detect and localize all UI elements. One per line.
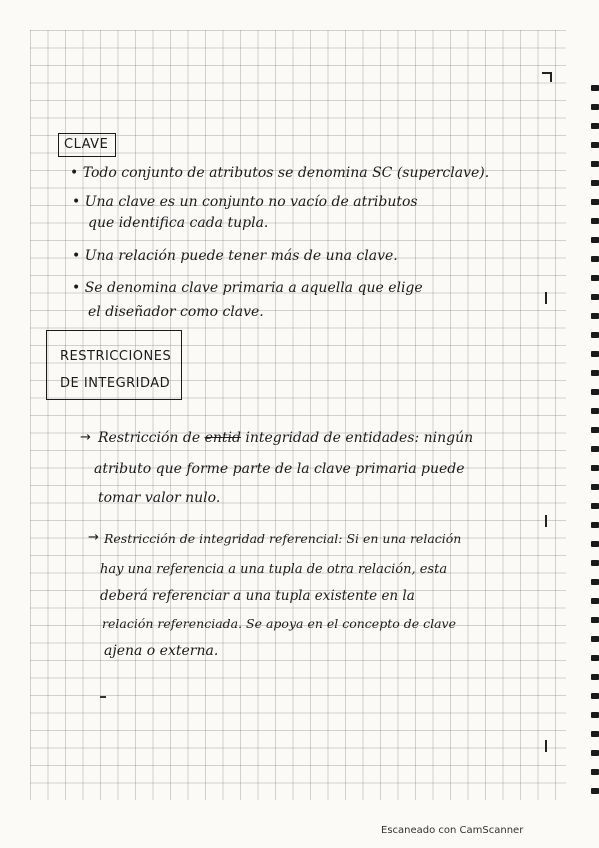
restriccion-referencial-lead: Restricción de integridad referencial: Si en una relación [104, 531, 462, 546]
arrow-icon: → [80, 430, 91, 445]
restriccion-referencial-line2: hay una referencia a una tupla de otra relación, esta [100, 562, 448, 577]
stray-pen-mark [100, 696, 106, 698]
clave-heading: CLAVE [64, 137, 109, 152]
bullet-clave-definition: • Una clave es un conjunto no vacío de atributos [72, 194, 418, 210]
restriccion-referencial-line5: ajena o externa. [104, 643, 219, 659]
restriccion-entidades-line2: atributo que forme parte de la clave primaria puede [94, 461, 465, 477]
restriccion-entidades-rest: integridad de entidades: ningún [245, 430, 474, 446]
bullet-clave-primaria: • Se denomina clave primaria a aquella que elige [72, 280, 423, 296]
show-through-marks [320, 42, 328, 67]
bullet-clave-primaria-cont: el diseñador como clave. [88, 304, 264, 320]
scanner-watermark: Escaneado con CamScanner [381, 825, 524, 836]
restriccion-referencial-line4: relación referenciada. Se apoya en el concepto de clave [102, 616, 457, 631]
restriccion-referencial-line3: deberá referenciar a una tupla existente en la [100, 588, 415, 604]
margin-tick [545, 515, 547, 527]
margin-tick [545, 292, 547, 304]
arrow-icon: → [88, 530, 99, 545]
bullet-multiple-claves: • Una relación puede tener más de una clave. [72, 248, 398, 264]
restriccion-entidades-prefix: Restricción de [98, 430, 201, 446]
corner-mark [542, 72, 552, 82]
bullet-clave-definition-cont: que identifica cada tupla. [88, 215, 269, 231]
restricciones-heading-line1: RESTRICCIONES [60, 349, 172, 364]
margin-tick [545, 740, 547, 752]
restriccion-entidades-lead [98, 430, 473, 448]
crossed-out-word: entid [204, 430, 241, 446]
restriccion-entidades-line3: tomar valor nulo. [98, 490, 221, 506]
restricciones-heading-line2: DE INTEGRIDAD [60, 376, 171, 391]
bullet-superclave: • Todo conjunto de atributos se denomina SC (superclave). [70, 165, 490, 181]
